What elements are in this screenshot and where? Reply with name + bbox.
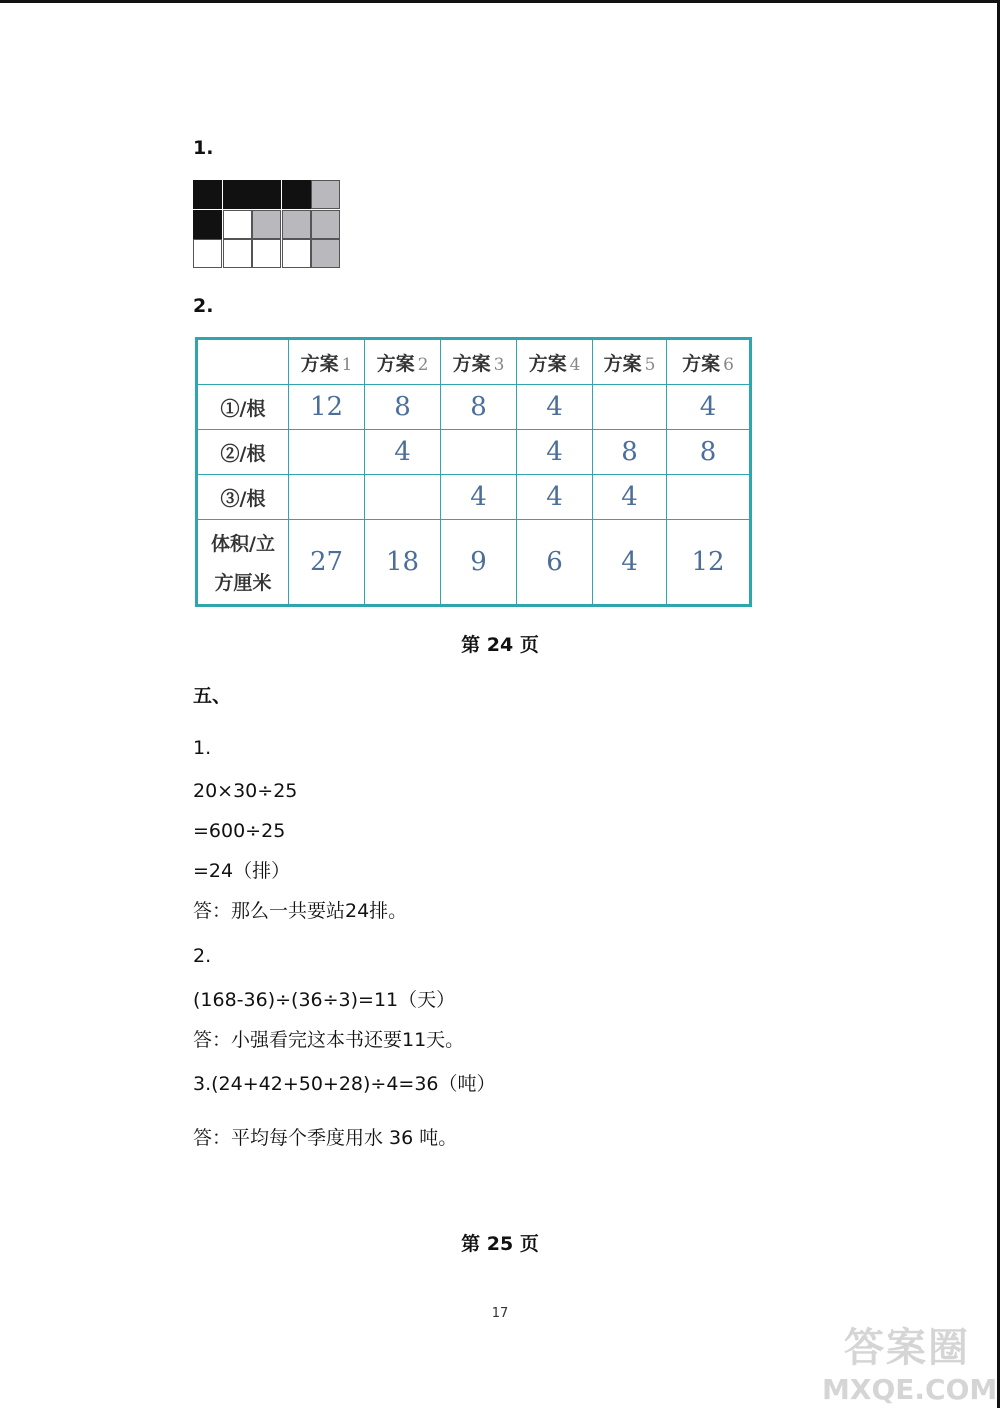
header-plan-2: 方案 2 (365, 339, 441, 385)
table-cell (365, 475, 441, 520)
row-label-line: 方厘米 (214, 572, 272, 594)
page-number: 17 (491, 1306, 509, 1321)
table-cell: 4 (517, 385, 593, 430)
header-plan-6: 方案 6 (667, 339, 751, 385)
scan-edge-top (0, 0, 1000, 3)
page-24-title: 第 24 页 (461, 634, 539, 656)
grid-cell-black (193, 210, 222, 239)
table-header-row (197, 339, 751, 385)
header-plan-3: 方案 3 (441, 339, 517, 385)
page-25-title: 第 25 页 (461, 1233, 539, 1255)
grid-cell-white (282, 239, 311, 268)
header-plan-4: 方案 4 (517, 339, 593, 385)
grid-cell-black (252, 180, 281, 209)
row-label-line: 体积/立 (211, 533, 275, 555)
table-cell: 12 (289, 385, 365, 430)
row-label: ③/根 (197, 475, 289, 520)
grid-cell-black (223, 180, 252, 209)
question-2-label: 2. (193, 295, 214, 317)
table-cell: 4 (517, 475, 593, 520)
shaded-grid-figure (193, 180, 341, 270)
table-cell: 8 (441, 385, 517, 430)
grid-cell-gray (282, 210, 311, 239)
table-cell (289, 430, 365, 475)
table-cell: 8 (593, 430, 667, 475)
table-cell: 9 (441, 520, 517, 606)
table-cell: 8 (365, 385, 441, 430)
grid-cell-white (252, 239, 281, 268)
table-cell: 4 (593, 475, 667, 520)
table-cell (441, 430, 517, 475)
table-row (197, 520, 751, 606)
table-cell: 12 (667, 520, 751, 606)
table-corner-cell (197, 339, 289, 385)
watermark-bottom-text: MXQE.COM (822, 1373, 998, 1406)
table-cell: 4 (517, 430, 593, 475)
row-label: ②/根 (197, 430, 289, 475)
header-plan-1: 方案 1 (289, 339, 365, 385)
table-cell (289, 475, 365, 520)
section-five-heading: 五、 (193, 685, 232, 707)
problem-1-line-1: 20×30÷25 (193, 780, 298, 802)
table-cell (667, 475, 751, 520)
grid-cell-gray (311, 180, 340, 209)
question-1-label: 1. (193, 137, 214, 159)
problem-3-answer: 答：平均每个季度用水 36 吨。 (193, 1127, 458, 1149)
problem-2-answer: 答：小强看完这本书还要11天。 (193, 1029, 465, 1051)
row-label-volume (197, 520, 289, 606)
grid-cell-gray (252, 210, 281, 239)
watermark-logo (822, 1316, 998, 1406)
problem-3-line-1: 3.(24+42+50+28)÷4=36（吨） (193, 1073, 496, 1095)
problem-2-line-1: (168-36)÷(36÷3)=11（天） (193, 989, 456, 1011)
problem-1-line-2: =600÷25 (193, 820, 286, 842)
table-cell: 4 (593, 520, 667, 606)
grid-cell-white (223, 239, 252, 268)
grid-cell-gray (311, 239, 340, 268)
plan-table-wrapper (195, 337, 752, 607)
table-cell (593, 385, 667, 430)
grid-cell-gray (311, 210, 340, 239)
grid-cell-black (193, 180, 222, 209)
table-cell: 4 (441, 475, 517, 520)
problem-2-label: 2. (193, 945, 212, 967)
table-cell: 4 (365, 430, 441, 475)
table-row (197, 430, 751, 475)
table-cell: 6 (517, 520, 593, 606)
problem-1-answer: 答：那么一共要站24排。 (193, 900, 408, 922)
table-cell: 18 (365, 520, 441, 606)
grid-cell-white (223, 210, 252, 239)
problem-1-label: 1. (193, 737, 212, 759)
problem-1-line-3: =24（排） (193, 860, 291, 882)
table-cell: 8 (667, 430, 751, 475)
table-cell: 4 (667, 385, 751, 430)
watermark-top-text: 答案圈 (844, 1325, 970, 1371)
grid-cell-white (193, 239, 222, 268)
grid-cell-black (282, 180, 311, 209)
table-row (197, 385, 751, 430)
row-label: ①/根 (197, 385, 289, 430)
header-plan-5: 方案 5 (593, 339, 667, 385)
table-row (197, 475, 751, 520)
table-cell: 27 (289, 520, 365, 606)
plan-table (195, 337, 752, 607)
